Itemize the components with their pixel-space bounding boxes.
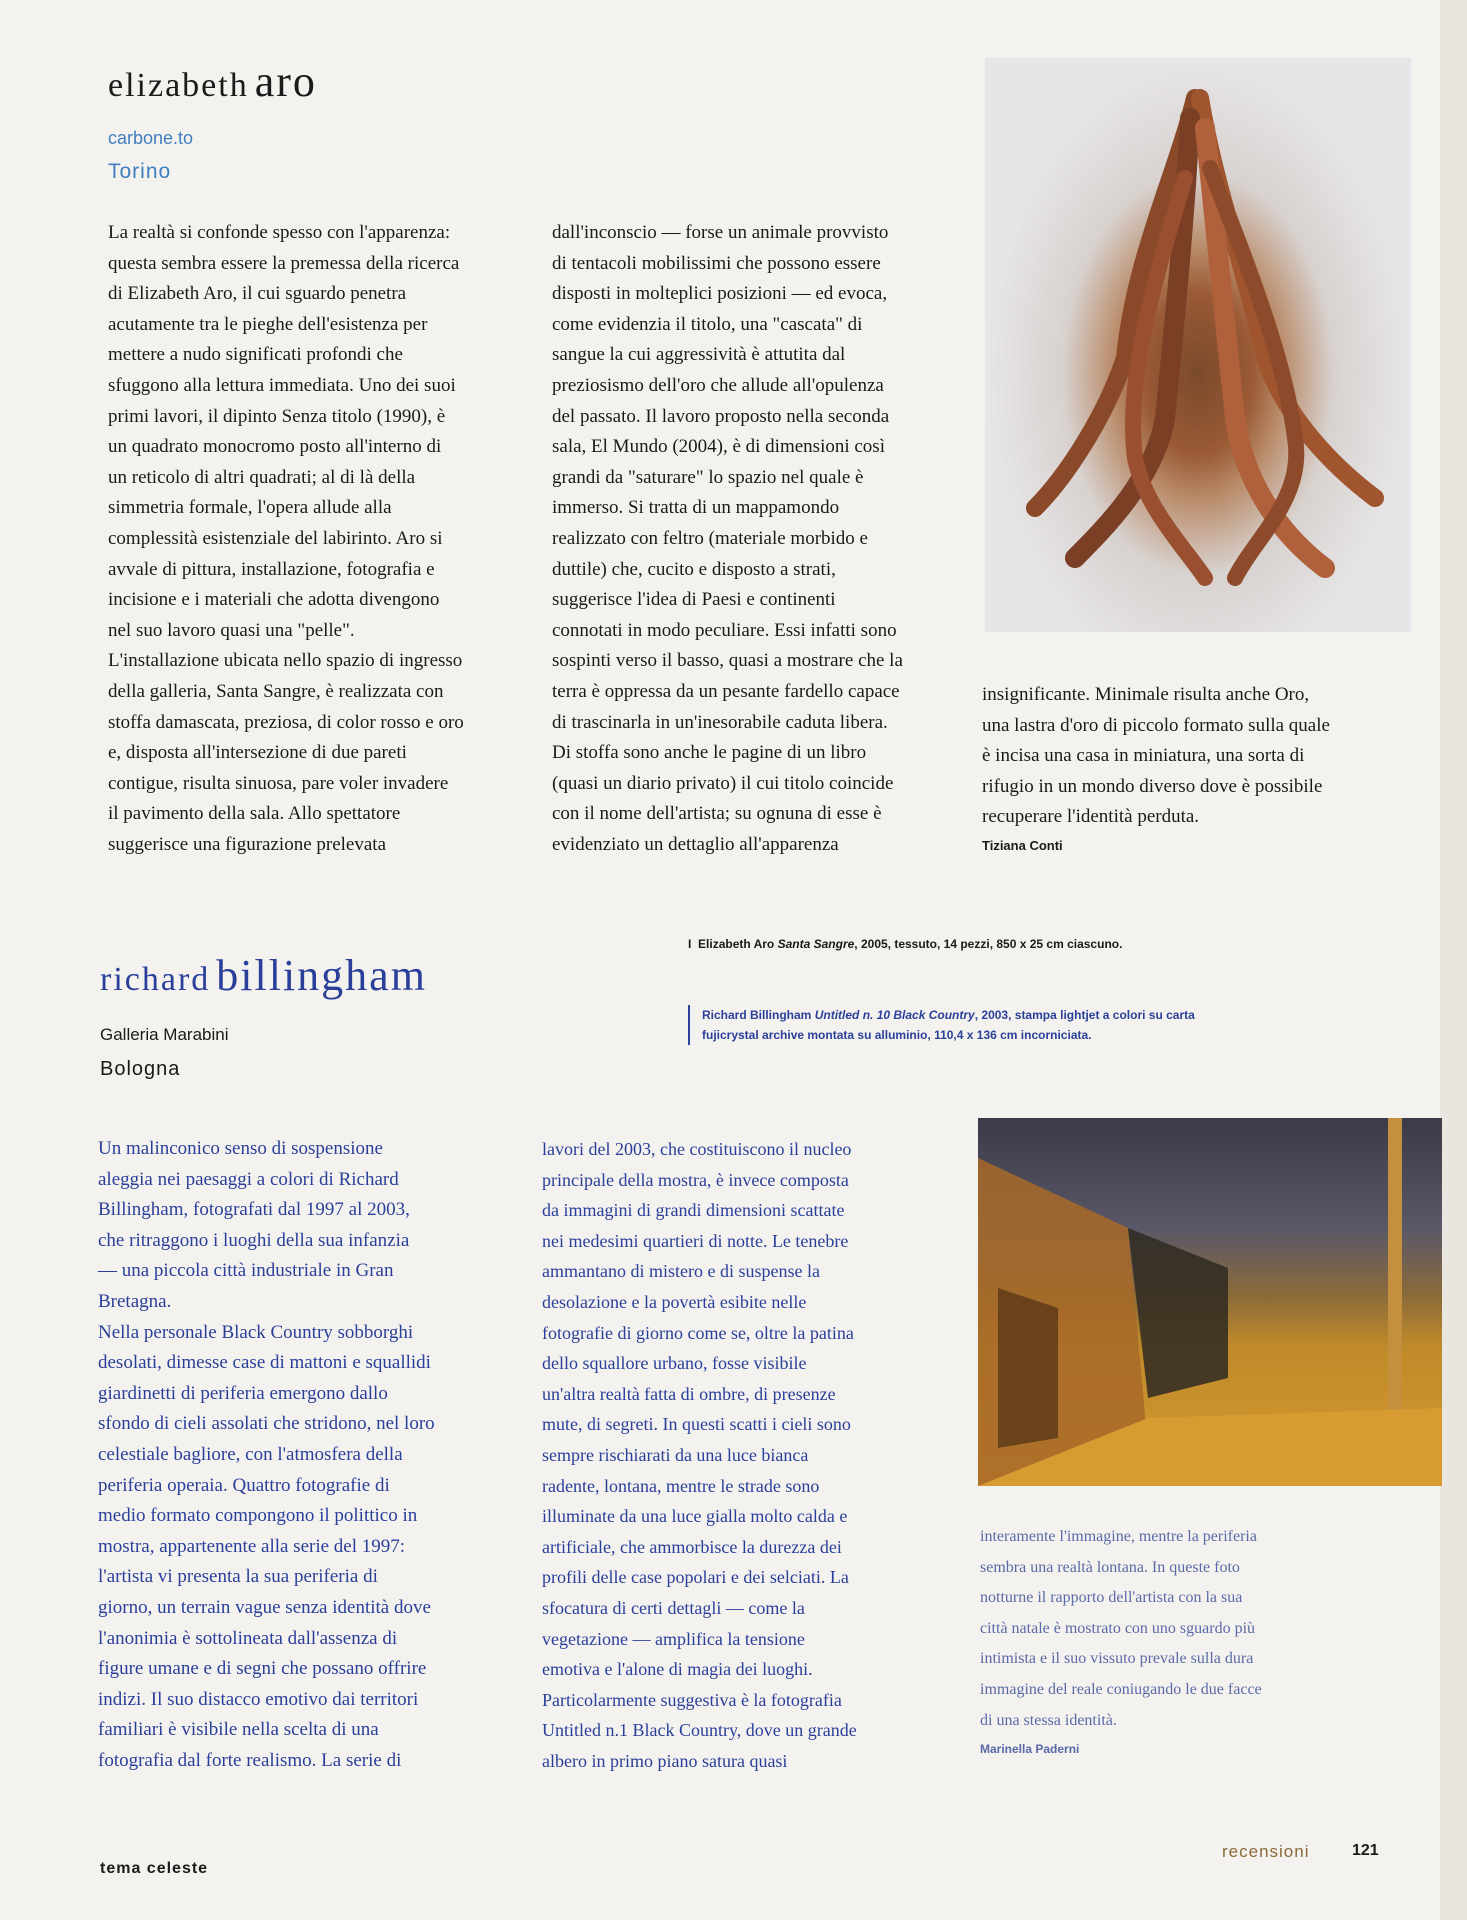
text-line: di una stessa identità. [980, 1711, 1117, 1729]
text-line: nel suo lavoro quasi una "pelle". [108, 619, 355, 641]
article2-city: Bologna [100, 1058, 181, 1080]
text-line: desolati, dimesse case di mattoni e squallidi [98, 1352, 431, 1374]
text-line: sfocatura di certi dettagli — come la [542, 1597, 805, 1618]
night-street-illustration [978, 1118, 1442, 1486]
article2-gallery: Galleria Marabini [100, 1025, 229, 1044]
text-line: acutamente tra le pieghe dell'esistenza per [108, 313, 428, 335]
article1-author-last: aro [254, 57, 317, 106]
text-line: città natale è mostrato con uno sguardo più [980, 1619, 1256, 1637]
text-line: che ritraggono i luoghi della sua infanzia [98, 1229, 410, 1251]
text-line: sala, El Mundo (2004), è di dimensioni così [552, 436, 885, 458]
article2-author-first: richard [100, 961, 211, 998]
text-line: evidenziato un dettaglio all'apparenza [552, 833, 839, 855]
text-line: preziosismo dell'oro che allude all'opulenza [552, 374, 884, 396]
text-line: giardinetti di periferia emergono dallo [98, 1382, 388, 1404]
text-line: sospinti verso il basso, quasi a mostrare che la [552, 650, 903, 672]
text-line: del passato. Il lavoro proposto nella seconda [552, 405, 890, 427]
text-line: mostra, appartenente alla serie del 1997: [98, 1535, 406, 1557]
text-line: notturne il rapporto dell'artista con la sua [980, 1589, 1243, 1607]
text-line: Untitled n.1 Black Country, dove un grande [542, 1720, 857, 1741]
text-line: — una piccola città industriale in Gran [98, 1260, 394, 1282]
text-line: un'altra realtà fatta di ombre, di presenze [542, 1383, 836, 1404]
article1-city: Torino [108, 160, 172, 183]
text-line: terra è oppressa da un pesante fardello capace [552, 680, 900, 702]
text-line: questa sembra essere la premessa della ricerca [108, 252, 460, 274]
text-line: della galleria, Santa Sangre, è realizzata con [108, 680, 444, 702]
caption2-details-1: , 2003, stampa lightjet a colori su carta [974, 1008, 1195, 1022]
text-line: mute, di segreti. In questi scatti i cieli sono [542, 1414, 851, 1435]
text-line: Nella personale Black Country sobborghi [98, 1321, 414, 1343]
text-line: l'artista vi presenta la sua periferia di [98, 1566, 378, 1588]
text-line: rifugio in un mondo diverso dove è possibile [982, 775, 1323, 797]
caption2-details-2: fujicrystal archive montata su alluminio, 110,4 x 136 cm incorniciata. [702, 1028, 1092, 1042]
text-line: da immagini di grandi dimensioni scattate [542, 1200, 845, 1221]
text-line: profili delle case popolari e dei selciati. La [542, 1567, 849, 1588]
text-line: albero in primo piano satura quasi [542, 1750, 788, 1771]
text-line: realizzato con feltro (materiale morbido e [552, 527, 868, 549]
black-country-photo [978, 1118, 1442, 1486]
caption-marker: I [688, 937, 699, 951]
page-number: 121 [1352, 1842, 1379, 1859]
text-line: dello squallore urbano, fosse visibile [542, 1353, 807, 1374]
text-line: Di stoffa sono anche le pagine di un libro [552, 742, 867, 764]
santa-sangre-photo [985, 58, 1411, 632]
text-line: avvale di pittura, installazione, fotografia e [108, 558, 435, 580]
text-line: nei medesimi quartieri di notte. Le tenebre [542, 1230, 849, 1251]
text-line: radente, lontana, mentre le strade sono [542, 1475, 820, 1496]
text-line: (quasi un diario privato) il cui titolo coincide [552, 772, 894, 794]
text-line: emotiva e l'alone di magia dei luoghi. [542, 1659, 813, 1680]
text-line: La realtà si confonde spesso con l'apparenza: [108, 222, 451, 243]
text-line: di Elizabeth Aro, il cui sguardo penetra [108, 283, 407, 305]
caption-artist: Elizabeth Aro [698, 937, 775, 951]
caption-details: , 2005, tessuto, 14 pezzi, 850 x 25 cm ciascuno. [854, 937, 1123, 951]
text-line: grandi da "saturare" lo spazio nel quale è [552, 466, 864, 488]
text-line: il pavimento della sala. Allo spettatore [108, 803, 401, 825]
caption2-artist: Richard Billingham [702, 1008, 812, 1022]
text-line: ammantano di mistero e di suspense la [542, 1261, 820, 1282]
text-line: connotati in modo peculiare. Essi infatti sono [552, 619, 897, 641]
text-line: aleggia nei paesaggi a colori di Richard [98, 1168, 399, 1190]
text-line: con il nome dell'artista; su ognuna di esse è [552, 803, 882, 825]
text-line: contigue, risulta sinuosa, pare voler invadere [108, 772, 449, 794]
text-line: sfondo di cieli assolati che stridono, nel loro [98, 1413, 435, 1435]
text-line: principale della mostra, è invece composta [542, 1169, 849, 1190]
article1-signature: Tiziana Conti [982, 838, 1063, 853]
text-line: sempre rischiarati da una luce bianca [542, 1444, 809, 1465]
text-line: Particolarmente suggestiva è la fotografia [542, 1689, 842, 1710]
text-line: Un malinconico senso di sospensione [98, 1138, 383, 1159]
article2-column-1 [98, 1134, 518, 1776]
article1-gallery: carbone.to [108, 128, 194, 148]
magazine-name: tema celeste [100, 1860, 209, 1877]
page-edge [1440, 0, 1467, 1920]
caption-title: Santa Sangre [777, 937, 855, 951]
caption2-title: Untitled n. 10 Black Country [814, 1008, 975, 1022]
text-line: di trascinarla in un'inesorabile caduta libera. [552, 711, 888, 733]
text-line: intimista e il suo vissuto prevale sulla dura [980, 1650, 1254, 1668]
text-line: come evidenzia il titolo, una "cascata" di [552, 313, 863, 335]
text-line: primi lavori, il dipinto Senza titolo (1990), è [108, 405, 446, 427]
article2-author-last: billingham [216, 951, 427, 1000]
text-line: sangue la cui aggressività è attutita dal [552, 344, 846, 366]
text-line: L'installazione ubicata nello spazio di ingresso [108, 650, 463, 672]
text-line: mettere a nudo significati profondi che [108, 344, 403, 366]
text-line: fotografie di giorno come se, oltre la patina [542, 1322, 854, 1343]
article1-column-2 [552, 218, 972, 860]
text-line: stoffa damascata, preziosa, di color rosso e oro [108, 711, 464, 733]
text-line: illuminate da una luce gialla molto calda e [542, 1506, 848, 1527]
text-line: sembra una realtà lontana. In queste foto [980, 1558, 1240, 1576]
text-line: desolazione e la povertà esibite nelle [542, 1291, 807, 1312]
tentacle-sculpture-illustration [985, 58, 1411, 632]
text-line: suggerisce una figurazione prelevata [108, 833, 387, 855]
text-line: e, disposta all'intersezione di due pareti [108, 742, 407, 764]
santa-sangre-caption [688, 934, 1122, 954]
article1-column-1 [108, 218, 528, 860]
text-line: simmetria formale, l'opera allude alla [108, 497, 392, 519]
article2-column-2 [542, 1134, 962, 1776]
text-line: di tentacoli mobilissimi che possono essere [552, 252, 881, 274]
text-line: un quadrato monocromo posto all'interno di [108, 436, 442, 458]
text-line: è incisa una casa in miniatura, una sorta di [982, 745, 1305, 767]
billingham-caption [688, 1005, 1195, 1045]
text-line: sfuggono alla lettura immediata. Uno dei suoi [108, 374, 456, 396]
text-line: suggerisce l'idea di Paesi e continenti [552, 589, 836, 611]
text-line: una lastra d'oro di piccolo formato sulla quale [982, 714, 1330, 736]
text-line: figure umane e di segni che possano offrire [98, 1658, 427, 1680]
text-line: medio formato compongono il polittico in [98, 1505, 418, 1527]
text-line: interamente l'immagine, mentre la periferia [980, 1528, 1257, 1545]
text-line: Billingham, fotografati dal 1997 al 2003, [98, 1199, 410, 1221]
text-line: indizi. Il suo distacco emotivo dai territori [98, 1688, 419, 1710]
text-line: disposti in molteplici posizioni — ed evoca, [552, 283, 888, 305]
text-line: l'anonimia è sottolineata dall'assenza di [98, 1627, 398, 1649]
section-name: recensioni [1222, 1842, 1310, 1861]
text-line: insignificante. Minimale risulta anche Oro, [982, 684, 1310, 705]
text-line: vegetazione — amplifica la tensione [542, 1628, 805, 1649]
text-line: incisione e i materiali che adotta divengono [108, 589, 440, 611]
article1-author [108, 56, 317, 107]
article1-column-3 [982, 680, 1422, 833]
text-line: complessità esistenziale del labirinto. Aro si [108, 527, 443, 549]
article2-author [100, 950, 427, 1001]
text-line: giorno, un terrain vague senza identità dove [98, 1596, 431, 1618]
text-line: artificiale, che ammorbisce la durezza dei [542, 1536, 842, 1557]
text-line: familiari è visibile nella scelta di una [98, 1719, 379, 1741]
text-line: celestiale bagliore, con l'atmosfera della [98, 1443, 403, 1465]
article2-column-3 [980, 1522, 1420, 1736]
text-line: lavori del 2003, che costituiscono il nucleo [542, 1139, 852, 1159]
text-line: immagine del reale coniugando le due facce [980, 1680, 1262, 1698]
text-line: recuperare l'identità perduta. [982, 806, 1200, 828]
article2-signature: Marinella Paderni [980, 1742, 1080, 1756]
text-line: periferia operaia. Quattro fotografie di [98, 1474, 390, 1496]
text-line: fotografia dal forte realismo. La serie di [98, 1749, 402, 1771]
text-line: Bretagna. [98, 1290, 172, 1312]
text-line: dall'inconscio — forse un animale provvisto [552, 222, 889, 243]
article1-author-first: elizabeth [108, 67, 249, 104]
text-line: immerso. Si tratta di un mappamondo [552, 497, 840, 519]
text-line: duttile) che, cucito e disposto a strati, [552, 558, 836, 580]
text-line: un reticolo di altri quadrati; al di là della [108, 466, 416, 488]
